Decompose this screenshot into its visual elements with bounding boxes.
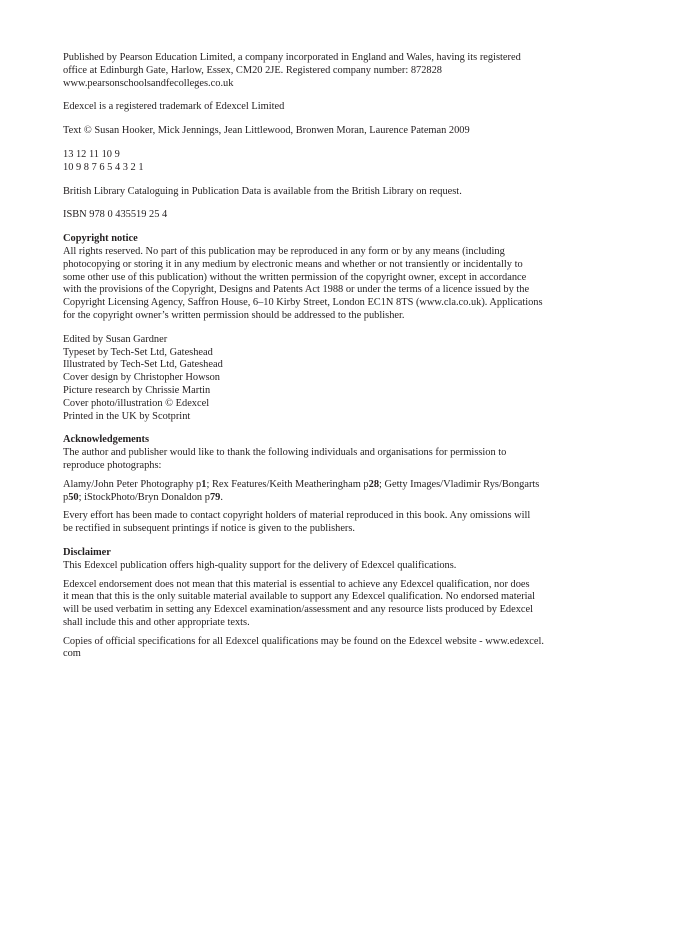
credit-item: Printed in the UK by Scotprint [63,410,191,422]
copyright-line: some other use of this publication) without the written permission of the copyright owner, except in accordance [63,271,527,283]
cip-notice: British Library Cataloguing in Publication Data is available from the British Library on request. [63,185,462,197]
isbn: ISBN 978 0 435519 25 4 [63,209,168,221]
photo-credit-page: 28 [368,478,380,490]
credit-item: Cover photo/illustration © Edexcel [63,397,210,409]
credit-item: Cover design by Christopher Howson [63,372,221,384]
photo-credit-text: Alamy/John Peter Photography p [63,478,202,490]
print-years: 13 12 11 10 9 [63,148,120,160]
credit-item: Typeset by Tech-Set Ltd, Gateshead [63,346,213,358]
photo-credits [63,479,623,505]
photo-credit-page: 79 [209,491,221,503]
copyright-notice-heading: Copyright notice [63,233,138,245]
acknowledgements-intro [63,447,623,473]
credit-item: Illustrated by Tech-Set Ltd, Gateshead [63,359,223,371]
specifications-line: Copies of official specifications for all Edexcel qualifications may be found on the Edexcel website - www.edexcel. [63,635,544,647]
imprint-page [63,52,623,661]
specifications-line: com [63,648,81,660]
photo-credit-text: p [63,491,69,503]
copyright-line: Copyright Licensing Agency, Saffron House, 6–10 Kirby Street, London EC1N 8TS (www.cla.co.uk). Applications [63,297,543,309]
photo-credits-line [63,479,623,492]
copyright-notice-body [63,246,623,323]
endorsement-line: Edexcel endorsement does not mean that this material is essential to achieve any Edexcel qualification, nor does [63,578,530,590]
print-impressions: 10 9 8 7 6 5 4 3 2 1 [63,161,144,173]
photo-credits-line [63,492,623,505]
credits-list [63,334,623,424]
omissions-line: Every effort has been made to contact copyright holders of material reproduced in this book. Any omissions will [63,510,531,522]
publisher-line: Published by Pearson Education Limited, a company incorporated in England and Wales, having its registered [63,52,521,63]
omissions-notice [63,510,623,536]
publisher-line: office at Edinburgh Gate, Harlow, Essex, CM20 2JE. Registered company number: 872828 [63,64,442,76]
credit-item: Picture research by Chrissie Martin [63,384,211,396]
disclaimer-heading: Disclaimer [63,546,111,558]
photo-credit-page: 50 [68,491,79,503]
omissions-line: be rectified in subsequent printings if notice is given to the publishers. [63,523,356,535]
photo-credit-text: ; Rex Features/Keith Meatheringham p [206,478,369,490]
acknowledgements-heading: Acknowledgements [63,434,150,446]
acknowledgements-line: reproduce photographs: [63,459,162,471]
trademark-notice: Edexcel is a registered trademark of Edexcel Limited [63,101,285,113]
photo-credit-text: ; Getty Images/Vladimir Rys/Bongarts [379,478,540,490]
acknowledgements-line: The author and publisher would like to thank the following individuals and organisations for permission to [63,447,507,459]
text-copyright: Text © Susan Hooker, Mick Jennings, Jean Littlewood, Bronwen Moran, Laurence Pateman 2009 [63,125,470,137]
disclaimer-intro: This Edexcel publication offers high-quality support for the delivery of Edexcel qualifications. [63,559,457,571]
photo-credit-text: . [220,491,223,503]
publisher-block [63,52,623,90]
copyright-line: All rights reserved. No part of this publication may be reproduced in any form or by any means (including [63,245,505,257]
endorsement-line: will be used verbatim in setting any Edexcel examination/assessment and any resource lists produced by Edexcel [63,604,534,616]
publisher-website: www.pearsonschoolsandfecolleges.co.uk [63,77,234,89]
copyright-line: photocopying or storing it in any medium by electronic means and whether or not transiently or incidentally to [63,258,523,270]
endorsement-line: it mean that this is the only suitable material available to support any Edexcel qualification. No endorsed material [63,591,536,603]
print-line [63,149,623,175]
photo-credit-text: ; iStockPhoto/Bryn Donaldon p [78,491,210,503]
credit-item: Edited by Susan Gardner [63,333,168,345]
copyright-line: for the copyright owner’s written permission should be addressed to the publisher. [63,309,405,321]
endorsement-notice [63,579,623,630]
copyright-line: with the provisions of the Copyright, Designs and Patents Act 1988 or under the terms of a licence issued by the [63,284,530,296]
photo-credit-page: 1 [201,478,207,490]
specifications-notice [63,636,623,662]
endorsement-line: shall include this and other appropriate texts. [63,616,250,628]
